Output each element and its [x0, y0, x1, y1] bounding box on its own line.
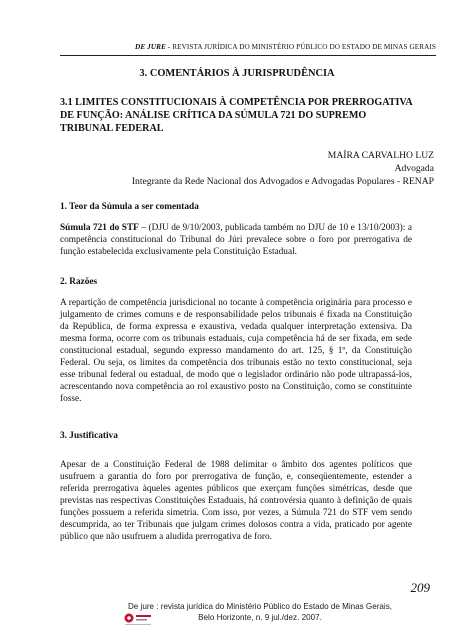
article-title: 3.1 LIMITES CONSTITUCIONAIS À COMPETÊNCIA POR PRERROGATIVA DE FUNÇÃO: ANÁLISE CRÍTICA DA SÚMULA 721 DO SUPREMO TRIBUNAL FEDERAL — [60, 97, 413, 134]
sumula-text: – (DJU de 9/10/2003, publicada também no DJU de 10 e 13/10/2003): a competência constitucional do Tribunal do Júri prevalece sobre o foro por prerrogativa de função estabelecida exclusivamente pela Constituição Estadual. — [60, 223, 412, 257]
heading-justificativa: 3. Justificativa — [60, 431, 118, 441]
header-rule — [60, 55, 436, 56]
journal-name-rest: - REVISTA JURÍDICA DO MINISTÉRIO PÚBLICO DO ESTADO DE MINAS GERAIS — [165, 43, 436, 51]
footer-line-1: De jure : revista jurídica do Ministério Público do Estado de Minas Gerais, — [127, 602, 393, 611]
footer-line-2: Belo Horizonte, n. 9 jul./dez. 2007. — [198, 612, 322, 622]
footer-citation — [110, 602, 410, 623]
page-number: 209 — [410, 580, 430, 595]
paragraph-justificativa: Apesar de a Constituição Federal de 1988 delimitar o âmbito dos agentes políticos que usufruem a garantia do foro por prerrogativa de função, e, conseqüentemente, estender a referida prerrogativa àqueles agentes públicos que exerçam funções simétricas, desde que previstas nas respectivas Constituições Estaduais, há controvérsia quanto à definição de quais funções possuem a referida simetria. Com isso, por vezes, a Súmula 721 do STF vem sendo descumprida, ao ter Tribunais que julgam crimes dolosos contra a vida, praticado por agente público que não usufruem a aludida prerrogativa de foro. — [60, 460, 412, 542]
author-block — [132, 149, 434, 189]
section-title: 3. COMENTÁRIOS À JURISPRUDÊNCIA — [139, 68, 335, 79]
author-name: MAÍRA CARVALHO LUZ — [327, 150, 434, 161]
running-header — [60, 43, 436, 51]
paragraph-razoes: A repartição de competência jurisdicional no tocante à competência originária para processo e julgamento de crimes comuns e de responsabilidade pelos tribunais é fixada na Constituição da República, de forma expressa e exaustiva, vedada qualquer interpretação extensiva. Da mesma forma, ocorre com os tribunais estaduais, cuja competência há de ser fixada, em sede constitucional estadual, segundo expresso mandamento do art. 125, § 1º, da Constituição Federal. Ou seja, os limites da competência dos tribunais estão no texto constitucional, seja esse tribunal federal ou estadual, de modo que o legislador ordinário não pode ultrapassá-los, acrescentando nova competência ao rol exaustivo posto na Constituição, como se constituinte fosse. — [60, 298, 412, 404]
sumula-label: Súmula 721 do STF — [60, 223, 139, 233]
author-affiliation: Integrante da Rede Nacional dos Advogados e Advogadas Populares - RENAP — [131, 176, 434, 188]
author-role: Advogada — [394, 163, 434, 175]
heading-razoes: 2. Razões — [60, 277, 98, 287]
journal-name-italic: DE JURE — [135, 43, 166, 51]
paragraph-teor — [60, 222, 412, 258]
heading-teor: 1. Teor da Súmula a ser comentada — [60, 202, 199, 212]
